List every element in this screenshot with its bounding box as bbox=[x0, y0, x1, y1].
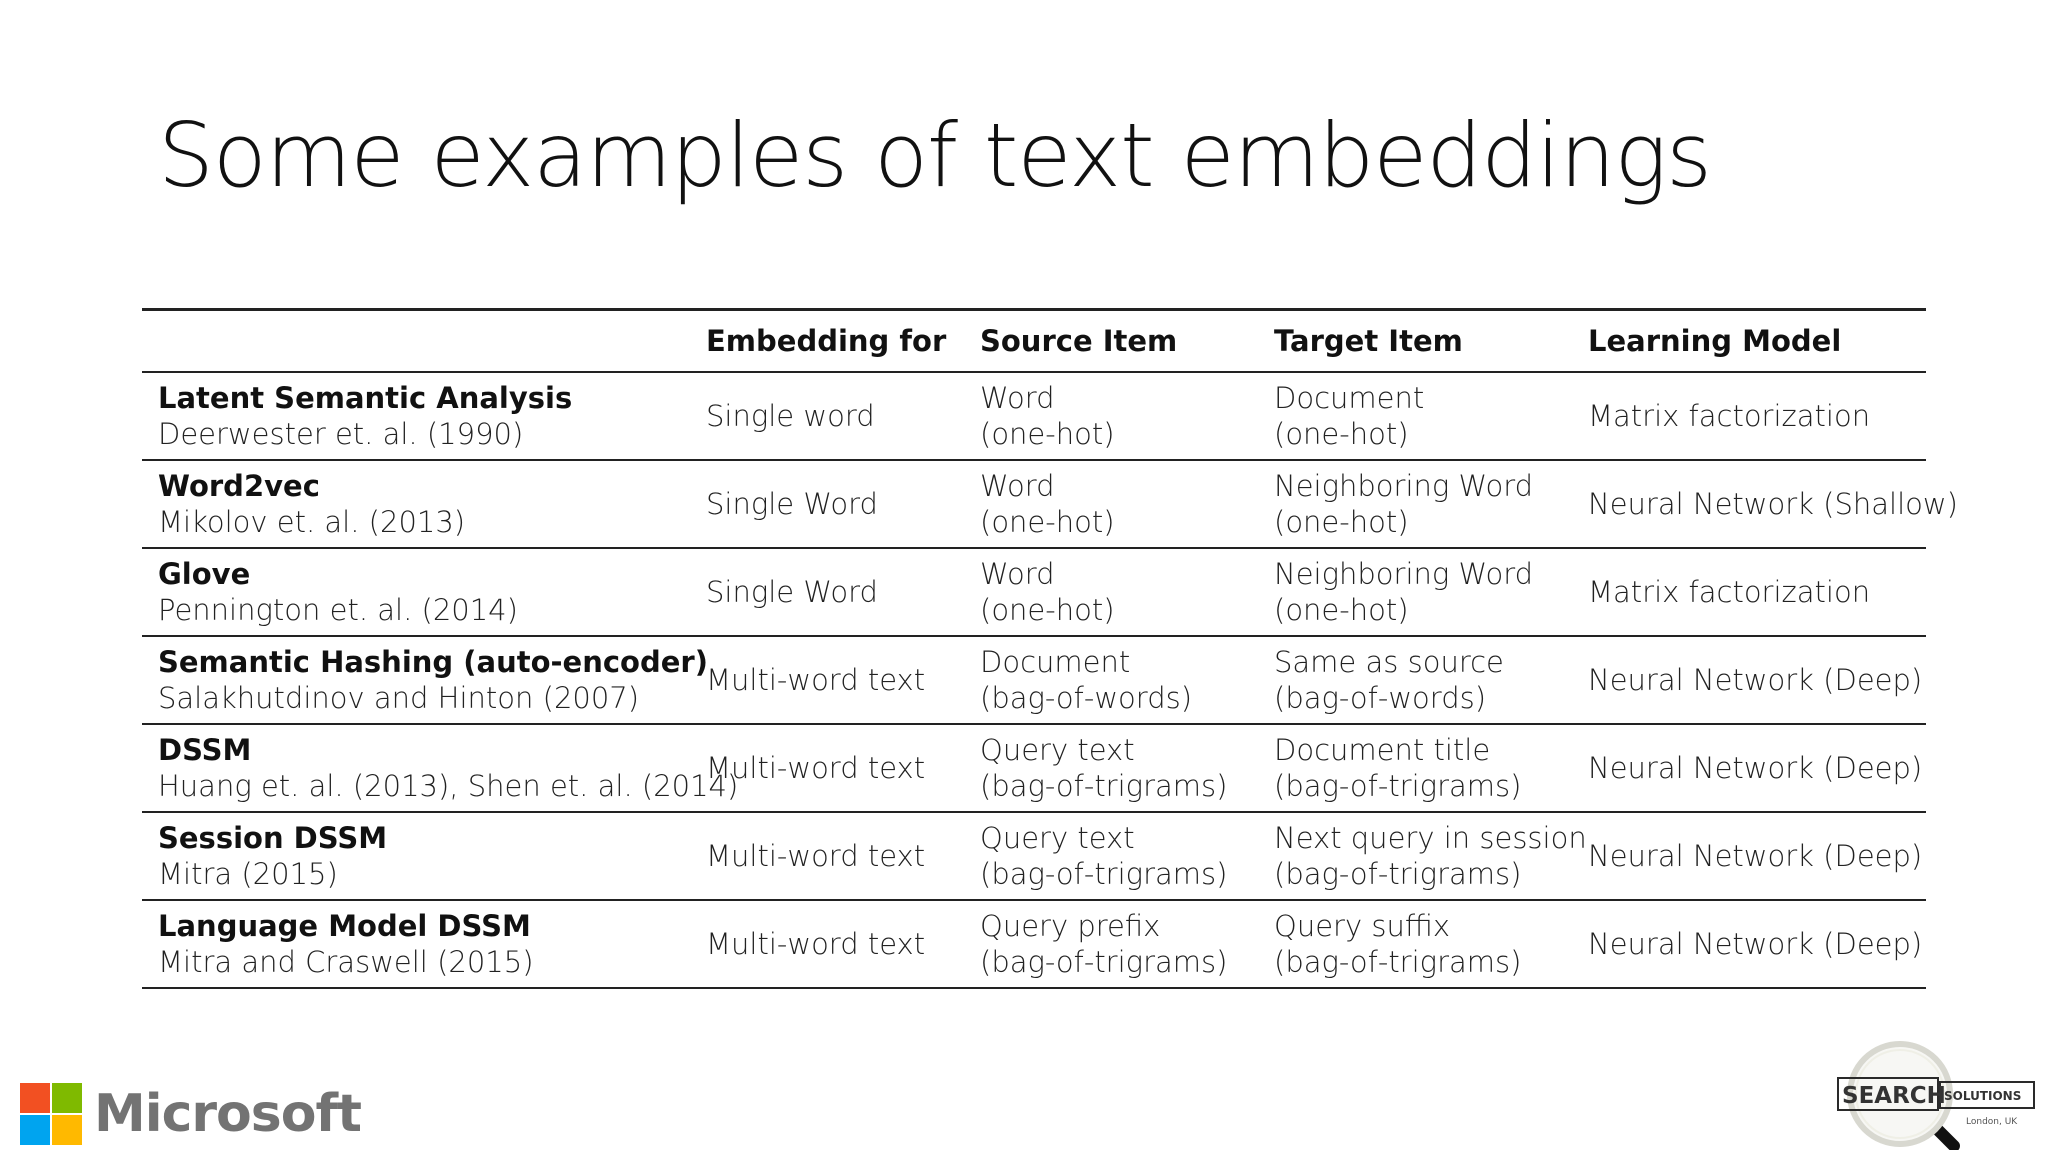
solutions-word: SOLUTIONS bbox=[1944, 1089, 2022, 1103]
table-body bbox=[142, 372, 1958, 988]
source-line: Query prefix bbox=[980, 909, 1161, 943]
target-item-cell bbox=[1258, 636, 1572, 724]
header-learning-model: Learning Model bbox=[1572, 310, 1926, 373]
learning-model-cell: Matrix factorization bbox=[1572, 548, 1926, 636]
model-name: Session DSSM bbox=[158, 821, 388, 855]
model-citation: Salakhutdinov and Hinton (2007) bbox=[158, 681, 640, 715]
ms-square-green bbox=[52, 1083, 82, 1113]
table-row bbox=[142, 724, 1926, 812]
model-citation: Deerwester et. al. (1990) bbox=[158, 417, 524, 451]
ms-square-yellow bbox=[52, 1115, 82, 1145]
embeddings-table-container bbox=[142, 308, 1958, 989]
target-item-cell bbox=[1258, 548, 1572, 636]
embedding-for-cell: Single word bbox=[690, 372, 964, 460]
model-name: Glove bbox=[158, 557, 251, 591]
target-item-cell bbox=[1258, 372, 1572, 460]
target-line: Neighboring Word bbox=[1274, 557, 1534, 591]
model-citation: Huang et. al. (2013), Shen et. al. (2014) bbox=[158, 769, 739, 803]
model-name: Language Model DSSM bbox=[158, 909, 531, 943]
embedding-for-cell: Single Word bbox=[690, 460, 964, 548]
model-name: Latent Semantic Analysis bbox=[158, 381, 573, 415]
model-cell bbox=[142, 724, 739, 812]
model-cell bbox=[142, 460, 690, 548]
source-line: Word bbox=[980, 469, 1055, 503]
target-line: (bag-of-trigrams) bbox=[1274, 945, 1522, 979]
source-item-cell bbox=[964, 548, 1258, 636]
model-cell bbox=[142, 372, 690, 460]
search-word: SEARCH bbox=[1842, 1083, 1946, 1109]
learning-model-cell: Matrix factorization bbox=[1572, 372, 1926, 460]
learning-model-cell: Neural Network (Deep) bbox=[1572, 636, 1926, 724]
embedding-for-cell: Multi-word text bbox=[690, 900, 964, 988]
target-item-cell bbox=[1258, 724, 1572, 812]
header-target-item: Target Item bbox=[1258, 310, 1572, 373]
model-name: Word2vec bbox=[158, 469, 320, 503]
model-name: DSSM bbox=[158, 733, 252, 767]
target-line: (one-hot) bbox=[1274, 593, 1409, 627]
embedding-for-cell: Single Word bbox=[690, 548, 964, 636]
source-item-cell bbox=[964, 636, 1258, 724]
table-row bbox=[142, 636, 1926, 724]
embedding-for-cell: Multi-word text bbox=[690, 636, 964, 724]
source-item-cell bbox=[964, 372, 1258, 460]
target-line: Neighboring Word bbox=[1274, 469, 1534, 503]
header-row bbox=[142, 310, 1926, 373]
slide-title: Some examples of text embeddings bbox=[158, 104, 1712, 207]
learning-model-cell: Neural Network (Deep) bbox=[1572, 812, 1926, 900]
model-citation: Mikolov et. al. (2013) bbox=[158, 505, 466, 539]
header-source-item: Source Item bbox=[964, 310, 1258, 373]
table-row bbox=[142, 548, 1926, 636]
target-line: Document title bbox=[1274, 733, 1491, 767]
table-row bbox=[142, 372, 1926, 460]
source-line: (one-hot) bbox=[980, 593, 1115, 627]
model-citation: Mitra (2015) bbox=[158, 857, 338, 891]
ms-square-blue bbox=[20, 1115, 50, 1145]
table-row bbox=[142, 900, 1926, 988]
table-row bbox=[142, 460, 1926, 548]
source-line: (bag-of-words) bbox=[980, 681, 1193, 715]
table-row bbox=[142, 812, 1926, 900]
target-item-cell bbox=[1258, 460, 1572, 548]
model-citation: Mitra and Craswell (2015) bbox=[158, 945, 534, 979]
model-cell bbox=[142, 548, 690, 636]
source-line: Document bbox=[980, 645, 1131, 679]
source-line: (one-hot) bbox=[980, 505, 1115, 539]
embeddings-table bbox=[142, 308, 1958, 989]
model-cell bbox=[142, 636, 708, 724]
model-name: Semantic Hashing (auto-encoder) bbox=[158, 645, 708, 679]
source-item-cell bbox=[964, 460, 1258, 548]
target-line: (bag-of-words) bbox=[1274, 681, 1487, 715]
source-line: (one-hot) bbox=[980, 417, 1115, 451]
source-line: Word bbox=[980, 381, 1055, 415]
target-item-cell bbox=[1258, 900, 1572, 988]
source-line: (bag-of-trigrams) bbox=[980, 945, 1228, 979]
table-header bbox=[142, 310, 1926, 373]
location-text: London, UK bbox=[1966, 1117, 2018, 1127]
embedding-for-cell: Multi-word text bbox=[690, 812, 964, 900]
microsoft-logo bbox=[20, 1083, 361, 1145]
source-line: Query text bbox=[980, 821, 1135, 855]
learning-model-cell: Neural Network (Deep) bbox=[1572, 900, 1926, 988]
microsoft-wordmark: Microsoft bbox=[94, 1084, 361, 1144]
source-item-cell bbox=[964, 900, 1258, 988]
target-line: (one-hot) bbox=[1274, 505, 1409, 539]
target-item-cell bbox=[1258, 812, 1587, 900]
embedding-for-cell: Multi-word text bbox=[690, 724, 964, 812]
source-item-cell bbox=[964, 724, 1258, 812]
model-citation: Pennington et. al. (2014) bbox=[158, 593, 518, 627]
target-line: Document bbox=[1274, 381, 1425, 415]
ms-square-red bbox=[20, 1083, 50, 1113]
target-line: (one-hot) bbox=[1274, 417, 1409, 451]
source-line: Query text bbox=[980, 733, 1135, 767]
source-line: (bag-of-trigrams) bbox=[980, 769, 1228, 803]
header-model-column bbox=[142, 310, 690, 373]
target-line: (bag-of-trigrams) bbox=[1274, 857, 1522, 891]
header-embedding-for: Embedding for bbox=[690, 310, 964, 373]
search-solutions-logo bbox=[1836, 1030, 2036, 1150]
target-line: Query suffix bbox=[1274, 909, 1451, 943]
target-line: Same as source bbox=[1274, 645, 1504, 679]
source-line: (bag-of-trigrams) bbox=[980, 857, 1228, 891]
model-cell bbox=[142, 812, 690, 900]
model-cell bbox=[142, 900, 690, 988]
target-line: (bag-of-trigrams) bbox=[1274, 769, 1522, 803]
source-item-cell bbox=[964, 812, 1258, 900]
learning-model-cell: Neural Network (Deep) bbox=[1572, 724, 1926, 812]
microsoft-four-squares-icon bbox=[20, 1083, 82, 1145]
learning-model-cell: Neural Network (Shallow) bbox=[1572, 460, 1926, 548]
target-line: Next query in session bbox=[1274, 821, 1587, 855]
source-line: Word bbox=[980, 557, 1055, 591]
